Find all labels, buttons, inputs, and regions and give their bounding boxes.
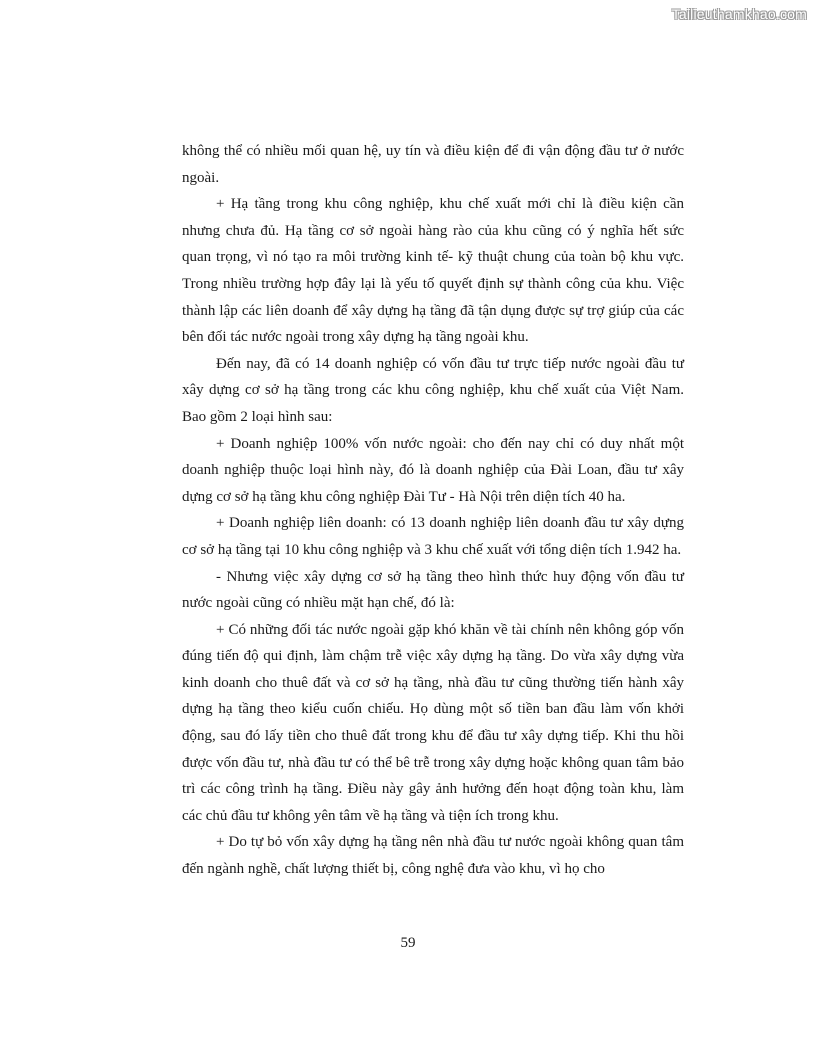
page-number: 59: [400, 935, 416, 951]
paragraph: + Có những đối tác nước ngoài gặp khó khăn về tài chính nên không góp vốn đúng tiến độ qui định, làm chậm trễ việc xây dựng hạ tầng. Do vừa xây dựng vừa kinh doanh cho thuê đất và cơ sở hạ tầng, nhà đầu tư cũng thường tiến hành xây dựng hạ tầng theo kiểu cuốn chiếu. Họ dùng một số tiền ban đầu làm vốn khởi động, sau đó lấy tiền cho thuê đất trong khu để đầu tư xây dựng tiếp. Khi thu hồi được vốn đầu tư, nhà đầu tư có thể bê trễ trong xây dựng hoặc không quan tâm bảo trì các công trình hạ tầng. Điều này gây ảnh hưởng đến hoạt động toàn khu, làm các chủ đầu tư không yên tâm về hạ tầng và tiện ích trong khu.: [182, 621, 684, 824]
document-body: [182, 138, 684, 883]
paragraph: + Do tự bỏ vốn xây dựng hạ tầng nên nhà đầu tư nước ngoài không quan tâm đến ngành nghề, chất lượng thiết bị, công nghệ đưa vào khu, vì họ cho: [182, 834, 684, 878]
paragraph: - Nhưng việc xây dựng cơ sở hạ tầng theo hình thức huy động vốn đầu tư nước ngoài cũng có nhiều mặt hạn chế, đó là:: [182, 568, 684, 612]
paragraph: + Hạ tầng trong khu công nghiệp, khu chế xuất mới chỉ là điều kiện cần nhưng chưa đủ. Hạ tầng cơ sở ngoài hàng rào của khu cũng có ý nghĩa hết sức quan trọng, vì nó tạo ra môi trường kinh tế- kỹ thuật chung của toàn bộ khu vực. Trong nhiều trường hợp đây lại là yếu tố quyết định sự thành công của khu. Việc thành lập các liên doanh để xây dựng hạ tầng đã tận dụng được sự trợ giúp của các bên đối tác nước ngoài trong xây dựng hạ tầng ngoài khu.: [182, 196, 684, 346]
paragraph: không thể có nhiều mối quan hệ, uy tín và điều kiện để đi vận động đầu tư ở nước ngoài.: [182, 143, 684, 186]
paragraph: Đến nay, đã có 14 doanh nghiệp có vốn đầu tư trực tiếp nước ngoài đầu tư xây dựng cơ sở hạ tầng trong các khu công nghiệp, khu chế xuất của Việt Nam. Bao gồm 2 loại hình sau:: [182, 355, 684, 425]
paragraph: + Doanh nghiệp 100% vốn nước ngoài: cho đến nay chỉ có duy nhất một doanh nghiệp thuộc loại hình này, đó là doanh nghiệp của Đài Loan, đầu tư xây dựng cơ sở hạ tầng khu công nghiệp Đài Tư - Hà Nội trên diện tích 40 ha.: [182, 435, 684, 505]
paragraph: + Doanh nghiệp liên doanh: có 13 doanh nghiệp liên doanh đầu tư xây dựng cơ sở hạ tầng tại 10 khu công nghiệp và 3 khu chế xuất với tổng diện tích 1.942 ha.: [182, 515, 684, 558]
watermark: Tailieuthamkhao.com: [671, 6, 807, 22]
